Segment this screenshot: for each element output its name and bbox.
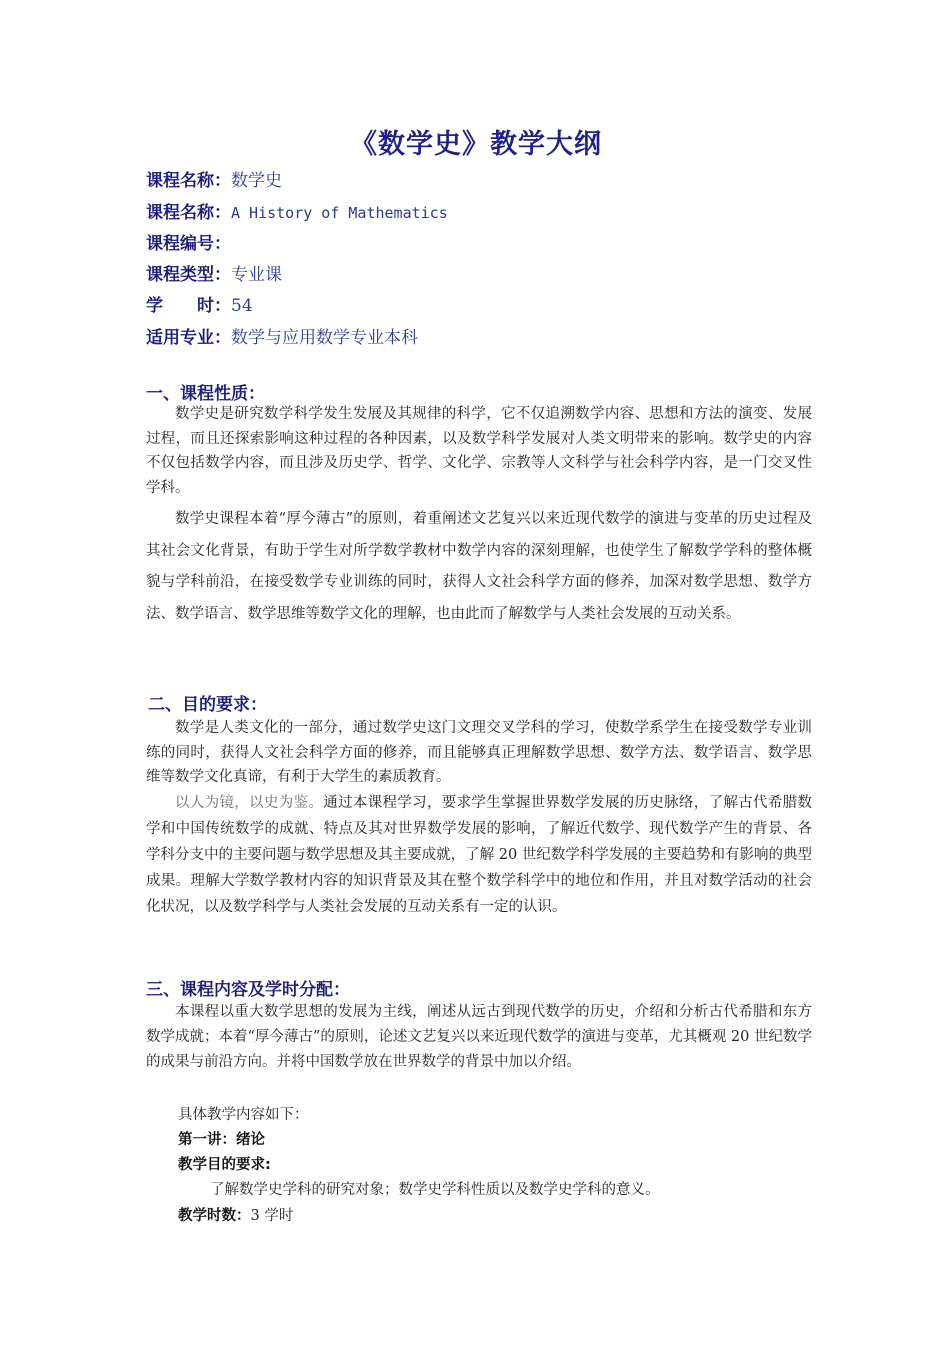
- meta-course-name-en: [146, 202, 448, 224]
- meta-label: 课程名称：: [146, 203, 231, 223]
- meta-label: 课程名称：: [146, 171, 231, 191]
- page-title: 《数学史》教学大纲: [350, 129, 602, 160]
- hours-line: [178, 1205, 293, 1227]
- meta-value: 数学与应用数学专业本科: [231, 328, 418, 348]
- paragraph-text: 通过本课程学习，要求学生掌握世界数学发展的历史脉络，了解古代希腊数学和中国传统数学的成就、特点及其对世界数学发展的影响，了解近代数学、现代数学产生的背景、各学科分支中的主要问题与数学思想及其主要成就，了解 20 世纪数学科学发展的主要趋势和有影响的典型成果。理解大学数学教材内容的知识背景及其在整个数学科学中的地位和作用，并且对数学活动的社会化状况，以及数学科学与人类社会发展的互动关系有一定的认识。: [146, 795, 813, 915]
- paragraph: 本课程以重大数学思想的发展为主线，阐述从远古到现代数学的历史，介绍和分析古代希腊和东方数学成就；本着“厚今薄古”的原则，论述文艺复兴以来近现代数学的演进与变革，尤其概观 20 世纪数学的成果与前沿方向。并将中国数学放在世界数学的背景中加以介绍。: [146, 1004, 812, 1070]
- meta-course-name-cn: [146, 170, 282, 192]
- hours-value: 3 学时: [250, 1208, 294, 1224]
- goal-text: 了解数学史学科的研究对象；数学史学科性质以及数学史学科的意义。: [210, 1182, 660, 1198]
- meta-label: 课程编号：: [146, 234, 231, 254]
- paragraph: 数学是人类文化的一部分，通过数学史这门文理交叉学科的学习，使数学系学生在接受数学专业训练的同时，获得人文社会科学方面的修养，而且能够真正理解数学思想、数学方法、数学语言、数学思维等数学文化真谛，有利于大学生的素质教育。: [146, 720, 812, 785]
- paragraph: 数学史课程本着“厚今薄古”的原则，着重阐述文艺复兴以来近现代数学的演进与变革的历史过程及其社会文化背景，有助于学生对所学数学教材中数学内容的深刻理解，也使学生了解数学学科的整体概貌与学科前沿，在接受数学专业训练的同时，获得人文社会科学方面的修养，加深对数学思想、数学方法、数学语言、数学思维等数学文化的理解，也由此而了解数学与人类社会发展的互动关系。: [146, 511, 812, 622]
- paragraph: 数学史是研究数学科学发生发展及其规律的科学，它不仅追溯数学内容、思想和方法的演变、发展过程，而且还探索影响这种过程的各种因素，以及数学科学发展对人类文明带来的影响。数学史的内容不仅包括数学内容，而且涉及历史学、哲学、文化学、宗教等人文科学与社会科学内容，是一门交叉性学科。: [146, 406, 812, 496]
- meta-value: A History of Mathematics: [231, 204, 448, 222]
- meta-label: 课程类型：: [146, 265, 231, 285]
- meta-value: 专业课: [231, 265, 282, 285]
- meta-label: 学 时：: [146, 296, 231, 316]
- meta-label: 适用专业：: [146, 328, 231, 348]
- section-heading-content: 三、课程内容及学时分配：: [146, 980, 350, 1000]
- content-intro: 具体教学内容如下：: [178, 1107, 309, 1123]
- meta-major: [146, 327, 418, 349]
- meta-course-type: [146, 264, 282, 286]
- quote-text: 以人为镜，以史为鉴。: [175, 795, 324, 811]
- goal-label: 教学目的要求:: [178, 1157, 271, 1173]
- section-heading-goals: 二、目的要求：: [148, 695, 267, 715]
- meta-value: 数学史: [231, 171, 282, 191]
- meta-value: 54: [231, 296, 253, 316]
- paragraph: [146, 790, 812, 920]
- hours-label: 教学时数：: [178, 1208, 251, 1224]
- lecture-title: 第一讲：绪论: [178, 1132, 265, 1148]
- meta-course-code: [146, 233, 231, 255]
- section-heading-nature: 一、课程性质：: [146, 384, 265, 404]
- meta-hours: [146, 295, 253, 317]
